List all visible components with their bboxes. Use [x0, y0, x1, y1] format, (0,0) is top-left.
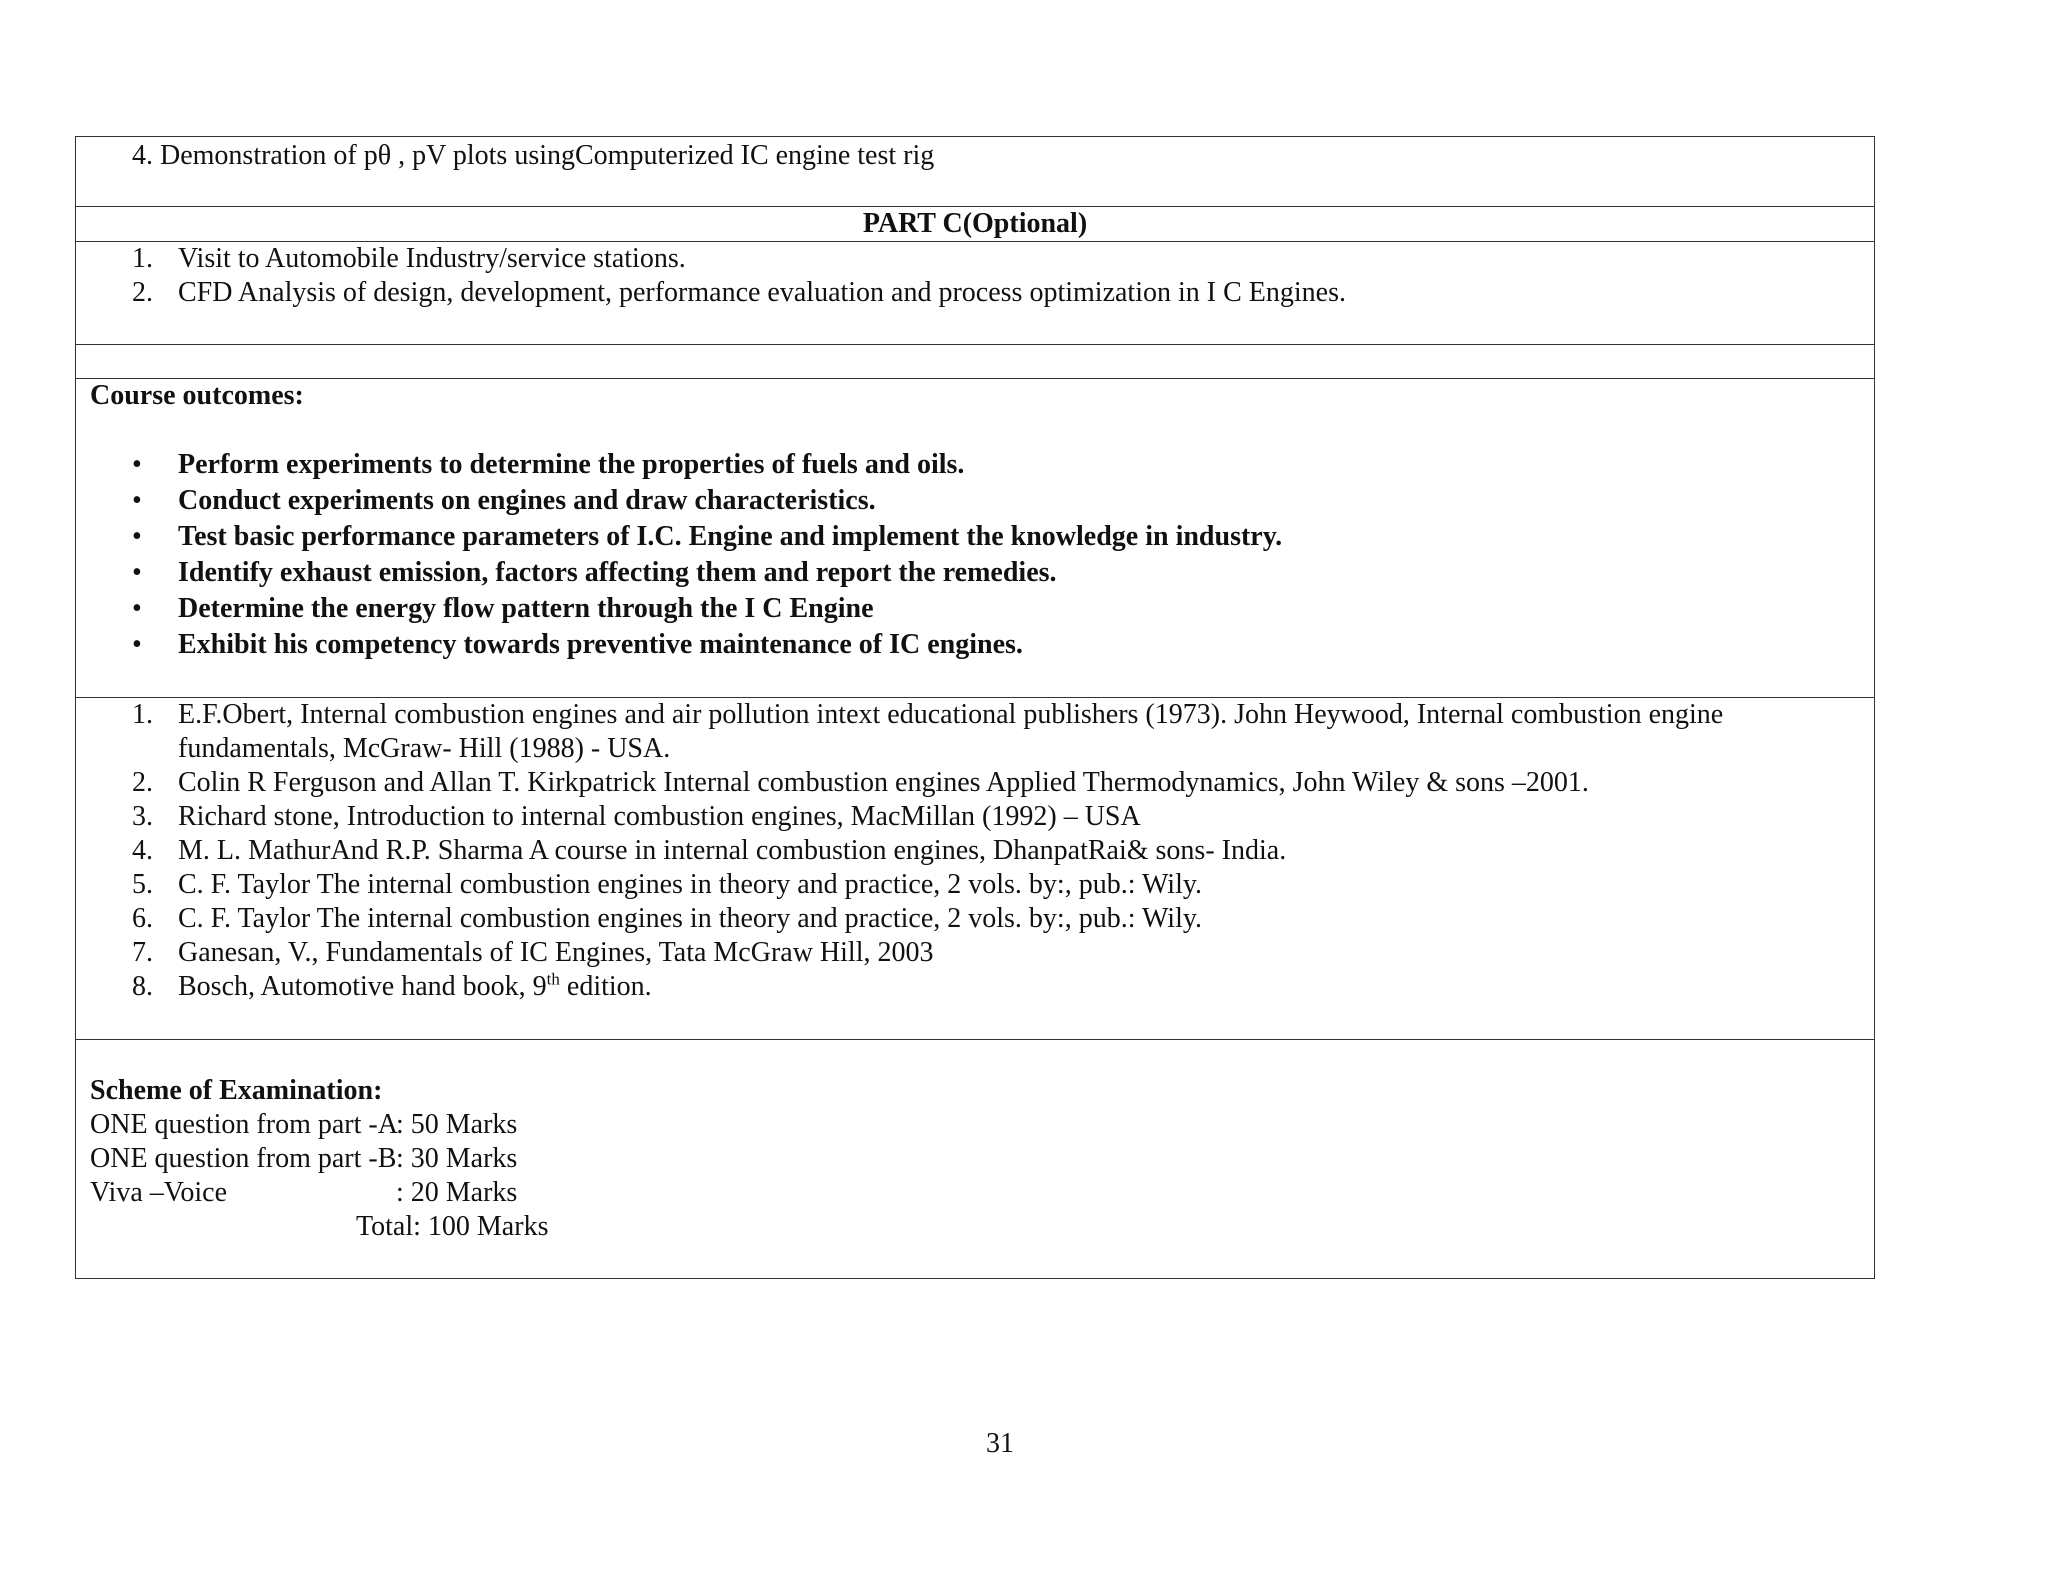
scheme-label: Viva –Voice	[90, 1177, 227, 1208]
page-number: 31	[986, 1428, 1014, 1459]
reference-text: C. F. Taylor The internal combustion engines in theory and practice, 2 vols. by:, pub.: Wily.	[178, 869, 1203, 900]
bullet-icon: •	[132, 629, 142, 660]
scheme-heading: Scheme of Examination:	[90, 1075, 383, 1106]
bullet-icon: •	[132, 485, 142, 516]
bullet-icon: •	[132, 521, 142, 552]
scheme-total: Total: 100 Marks	[356, 1211, 549, 1242]
demo-text: 4. Demonstration of pθ , pV plots usingComputerized IC engine test rig	[132, 140, 935, 171]
item-number: 8.	[132, 971, 153, 1002]
scheme-marks: : 30 Marks	[396, 1143, 518, 1174]
empty-row	[76, 345, 1874, 379]
reference-item	[76, 902, 1874, 936]
references-row	[76, 698, 1874, 1040]
scheme-label: ONE question from part -B	[90, 1143, 397, 1174]
reference-text: E.F.Obert, Internal combustion engines and air pollution intext educational publishers (1973). John Heywood, Internal combustion engine fundamentals, McGraw- Hill (1988) - USA.	[178, 699, 1724, 764]
reference-text: Colin R Ferguson and Allan T. Kirkpatrick Internal combustion engines Applied Thermodynamics, John Wiley & sons –2001.	[178, 767, 1589, 798]
superscript: th	[546, 969, 560, 989]
outcome-item	[76, 483, 1874, 519]
scheme-line	[90, 1142, 518, 1176]
reference-item	[76, 834, 1874, 868]
item-number: 5.	[132, 869, 153, 900]
item-number: 3.	[132, 801, 153, 832]
outcome-item	[76, 447, 1874, 483]
reference-item	[76, 698, 1874, 766]
course-outcomes-list	[76, 447, 1874, 663]
bullet-icon: •	[132, 449, 142, 480]
item-number: 2.	[132, 767, 153, 798]
demo-row	[76, 137, 1874, 207]
part-c-title-row	[76, 207, 1874, 242]
reference-item	[76, 868, 1874, 902]
scheme-line	[90, 1108, 518, 1142]
course-outcomes-row	[76, 379, 1874, 698]
reference-item	[76, 800, 1874, 834]
item-text: Visit to Automobile Industry/service stations.	[178, 243, 686, 274]
reference-text-suffix: edition.	[559, 971, 652, 1002]
item-number: 2.	[132, 277, 153, 308]
bullet-icon: •	[132, 593, 142, 624]
scheme-block	[90, 1074, 549, 1244]
references-list	[76, 698, 1874, 1004]
item-number: 1.	[132, 243, 153, 274]
reference-text: Richard stone, Introduction to internal combustion engines, MacMillan (1992) – USA	[178, 801, 1141, 832]
item-number: 1.	[132, 699, 153, 730]
syllabus-table	[75, 136, 1875, 1279]
outcome-item	[76, 519, 1874, 555]
item-text: CFD Analysis of design, development, performance evaluation and process optimization in I C Engines.	[178, 277, 1346, 308]
scheme-line	[90, 1176, 518, 1210]
scheme-marks: : 50 Marks	[396, 1109, 518, 1140]
scheme-marks: : 20 Marks	[396, 1177, 518, 1208]
list-item	[76, 242, 1874, 276]
outcome-item	[76, 627, 1874, 663]
item-number: 4.	[132, 835, 153, 866]
reference-item	[76, 970, 1874, 1004]
part-c-list	[76, 242, 1874, 310]
outcome-text: Conduct experiments on engines and draw characteristics.	[178, 485, 876, 516]
reference-text: M. L. MathurAnd R.P. Sharma A course in internal combustion engines, DhanpatRai& sons- India.	[178, 835, 1287, 866]
reference-item	[76, 936, 1874, 970]
item-number: 7.	[132, 937, 153, 968]
scheme-total-line	[90, 1210, 549, 1244]
part-c-list-row	[76, 242, 1874, 345]
item-number: 6.	[132, 903, 153, 934]
reference-item	[76, 766, 1874, 800]
scheme-label: ONE question from part -A	[90, 1109, 398, 1140]
scheme-row	[76, 1040, 1874, 1278]
outcome-text: Identify exhaust emission, factors affecting them and report the remedies.	[178, 557, 1057, 588]
outcome-item	[76, 591, 1874, 627]
bullet-icon: •	[132, 557, 142, 588]
reference-text: Bosch, Automotive hand book, 9	[178, 971, 547, 1002]
outcome-item	[76, 555, 1874, 591]
outcome-text: Exhibit his competency towards preventive maintenance of IC engines.	[178, 629, 1023, 660]
reference-text: Ganesan, V., Fundamentals of IC Engines, Tata McGraw Hill, 2003	[178, 937, 934, 968]
reference-text: C. F. Taylor The internal combustion engines in theory and practice, 2 vols. by:, pub.: Wily.	[178, 903, 1203, 934]
list-item	[76, 276, 1874, 310]
course-outcomes-heading: Course outcomes:	[90, 380, 304, 411]
outcome-text: Determine the energy flow pattern through the I C Engine	[178, 593, 874, 624]
outcome-text: Test basic performance parameters of I.C. Engine and implement the knowledge in industry.	[178, 521, 1283, 552]
part-c-title: PART C(Optional)	[862, 208, 1088, 239]
outcome-text: Perform experiments to determine the properties of fuels and oils.	[178, 449, 965, 480]
